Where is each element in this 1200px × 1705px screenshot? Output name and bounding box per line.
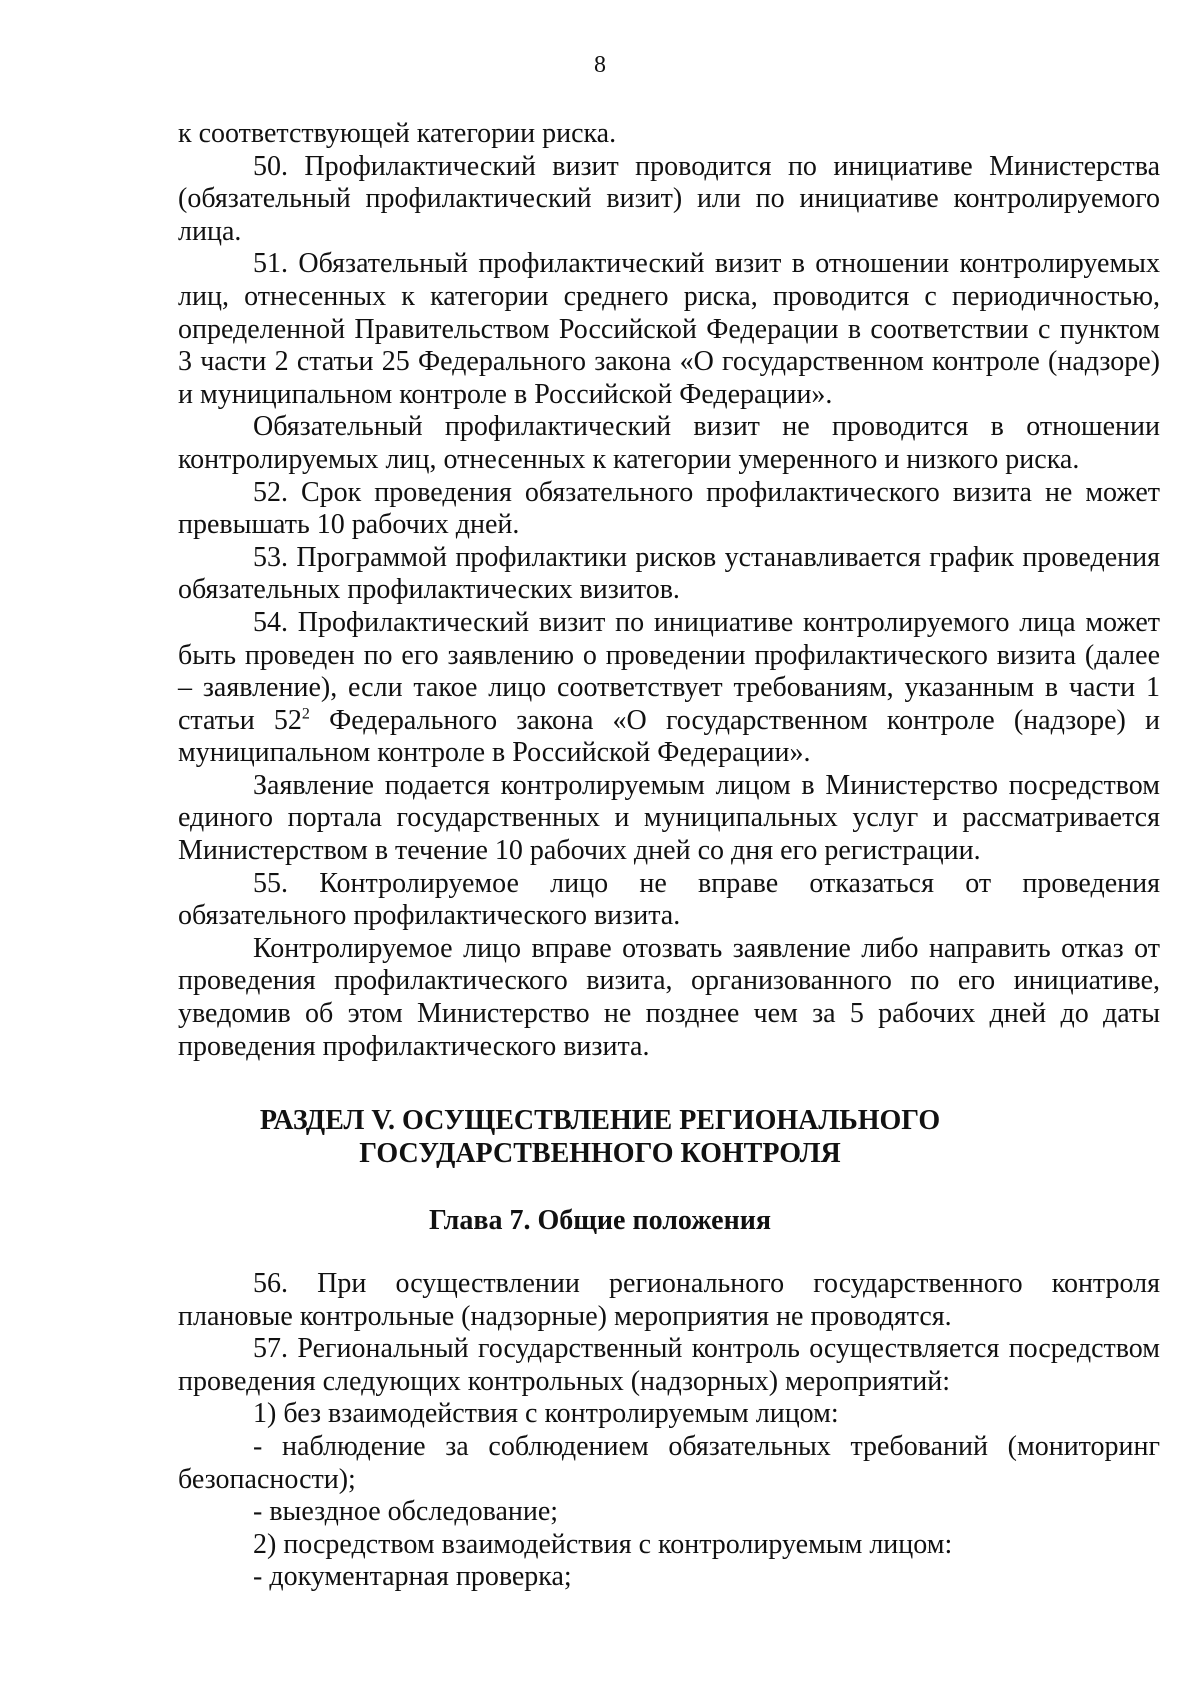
paragraph-54-text: 54. Профилактический визит по инициативе контролируемого лица может быть проведен по его заявлению о проведении профилактического визита (далее – заявление), если такое лицо соответствует требованиям, указанным в части 1 статьи 52 <box>178 606 1160 736</box>
paragraph-51-note: Обязательный профилактический визит не проводится в отношении контролируемых лиц, отнесенных к категории умеренного и низкого риска. <box>178 411 1160 475</box>
paragraph-51: 51. Обязательный профилактический визит в отношении контролируемых лиц, отнесенных к категории среднего риска, проводится с периодичностью, определенной Правительством Российской Федерации в соответствии с пунктом 3 части 2 статьи 25 Федерального закона «О государственном контроле (надзоре) и муниципальном контроле в Российской Федерации». <box>178 248 1160 410</box>
section-heading <box>0 1105 1200 1170</box>
paragraph-57: 57. Региональный государственный контроль осуществляется посредством проведения следующих контрольных (надзорных) мероприятий: <box>178 1333 1160 1397</box>
body-text-bottom <box>178 1268 1160 1594</box>
paragraph-55: 55. Контролируемое лицо не вправе отказаться от проведения обязательного профилактического визита. <box>178 867 1160 932</box>
paragraph-50: 50. Профилактический визит проводится по инициативе Министерства (обязательный профилактический визит) или по инициативе контролируемого лица. <box>178 150 1160 247</box>
section-heading-line1: РАЗДЕЛ V. ОСУЩЕСТВЛЕНИЕ РЕГИОНАЛЬНОГО <box>259 1105 941 1136</box>
paragraph-54-application: Заявление подается контролируемым лицом в Министерство посредством единого портала государственных и муниципальных услуг и рассматривается Министерством в течение 10 рабочих дней со дня его регистрации. <box>178 769 1160 867</box>
list-item: - выездное обследование; <box>253 1496 559 1528</box>
paragraph-52: 52. Срок проведения обязательного профилактического визита не может превышать 10 рабочих дней. <box>178 476 1160 541</box>
list-item: - наблюдение за соблюдением обязательных требований (мониторинг безопасности); <box>178 1430 1160 1495</box>
list-item: 2) посредством взаимодействия с контролируемым лицом: <box>253 1528 953 1560</box>
paragraph-54-text-end: Федерального закона «О государственном контроле (надзоре) и муниципальном контроле в Российской Федерации». <box>178 704 1160 769</box>
chapter-heading: Глава 7. Общие положения <box>428 1205 771 1236</box>
superscript: 2 <box>301 705 310 723</box>
paragraph-54 <box>178 607 1160 770</box>
body-text-top <box>178 118 1160 1063</box>
list-item: 1) без взаимодействия с контролируемым лицом: <box>253 1398 839 1430</box>
page-number: 8 <box>594 52 606 78</box>
list-item: - документарная проверка; <box>253 1561 572 1593</box>
paragraph-56: 56. При осуществлении регионального государственного контроля плановые контрольные (надзорные) мероприятия не проводятся. <box>178 1268 1160 1332</box>
section-heading-line2: ГОСУДАРСТВЕННОГО КОНТРОЛЯ <box>359 1137 841 1169</box>
paragraph-53: 53. Программой профилактики рисков устанавливается график проведения обязательных профилактических визитов. <box>178 541 1160 606</box>
paragraph-55-withdraw: Контролируемое лицо вправе отозвать заявление либо направить отказ от проведения профилактического визита, организованного по его инициативе, уведомив об этом Министерство не позднее чем за 5 рабочих дней до даты проведения профилактического визита. <box>178 932 1160 1062</box>
paragraph: к соответствующей категории риска. <box>178 118 617 149</box>
